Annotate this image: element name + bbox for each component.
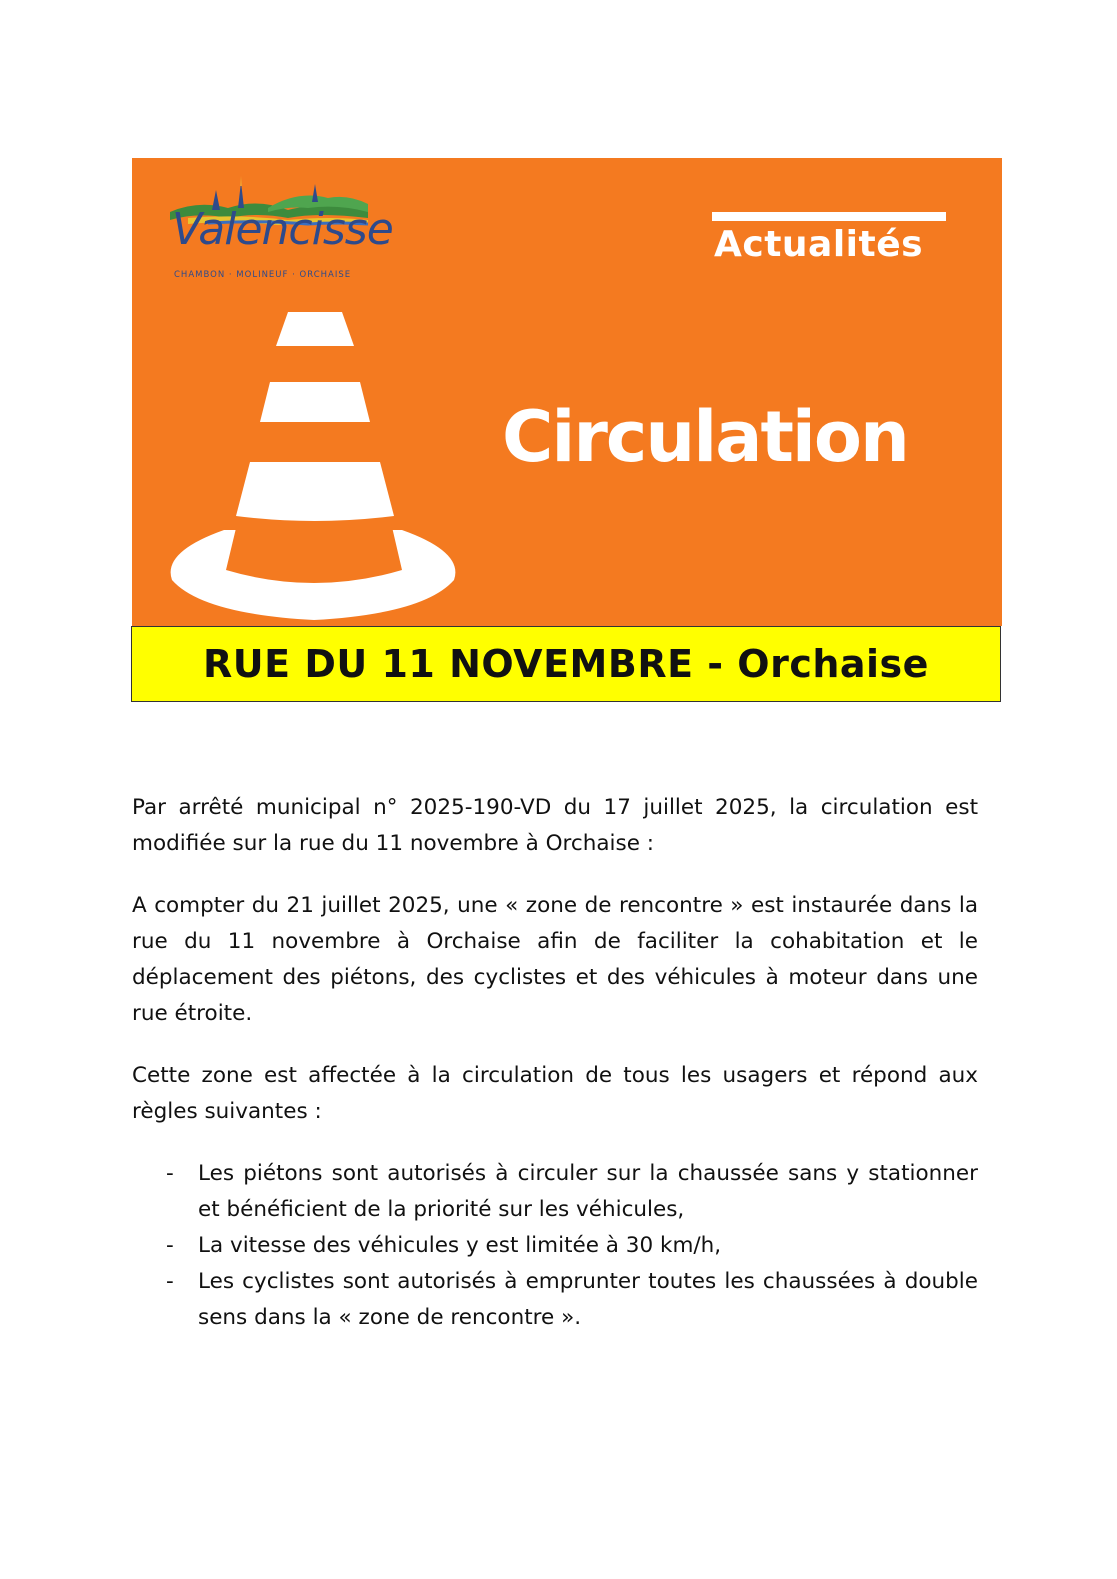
traffic-cone-icon [162,290,467,626]
bullet-dash: - [166,1161,174,1186]
bullet-dash: - [166,1269,174,1294]
rule-text: Les cyclistes sont autorisés à emprunter toutes les chaussées à double sens dans la « zone de rencontre ». [198,1269,978,1330]
notice-body [132,790,978,1336]
paragraph-decree: Par arrêté municipal n° 2025-190-VD du 17 juillet 2025, la circulation est modifiée sur la rue du 11 novembre à Orchaise : [132,795,978,856]
logo-subtitle: CHAMBON · MOLINEUF · ORCHAISE [174,270,352,280]
section-label: Actualités [714,224,924,265]
logo-wordmark: Valencisse [172,204,393,255]
rule-text: La vitesse des véhicules y est limitée à 30 km/h, [198,1233,722,1258]
banner-headline: Circulation [502,396,908,478]
list-item [132,1228,978,1264]
rules-list [132,1156,978,1336]
bullet-dash: - [166,1233,174,1258]
rule-text: Les piétons sont autorisés à circuler sur la chaussée sans y stationner et bénéficient de la priorité sur les véhicules, [198,1161,978,1222]
section-underline [712,212,946,221]
news-banner [132,158,1002,626]
paragraph-rules-intro: Cette zone est affectée à la circulation de tous les usagers et répond aux règles suivantes : [132,1063,978,1124]
list-item [132,1264,978,1336]
paragraph-zone: A compter du 21 juillet 2025, une « zone de rencontre » est instaurée dans la rue du 11 novembre à Orchaise afin de faciliter la cohabitation et le déplacement des piétons, des cyclistes et des véhicules à moteur dans une rue étroite. [132,893,978,1026]
street-title: RUE DU 11 NOVEMBRE - Orchaise [203,642,929,686]
list-item [132,1156,978,1228]
street-title-banner [131,626,1001,702]
valencisse-logo [168,168,393,283]
